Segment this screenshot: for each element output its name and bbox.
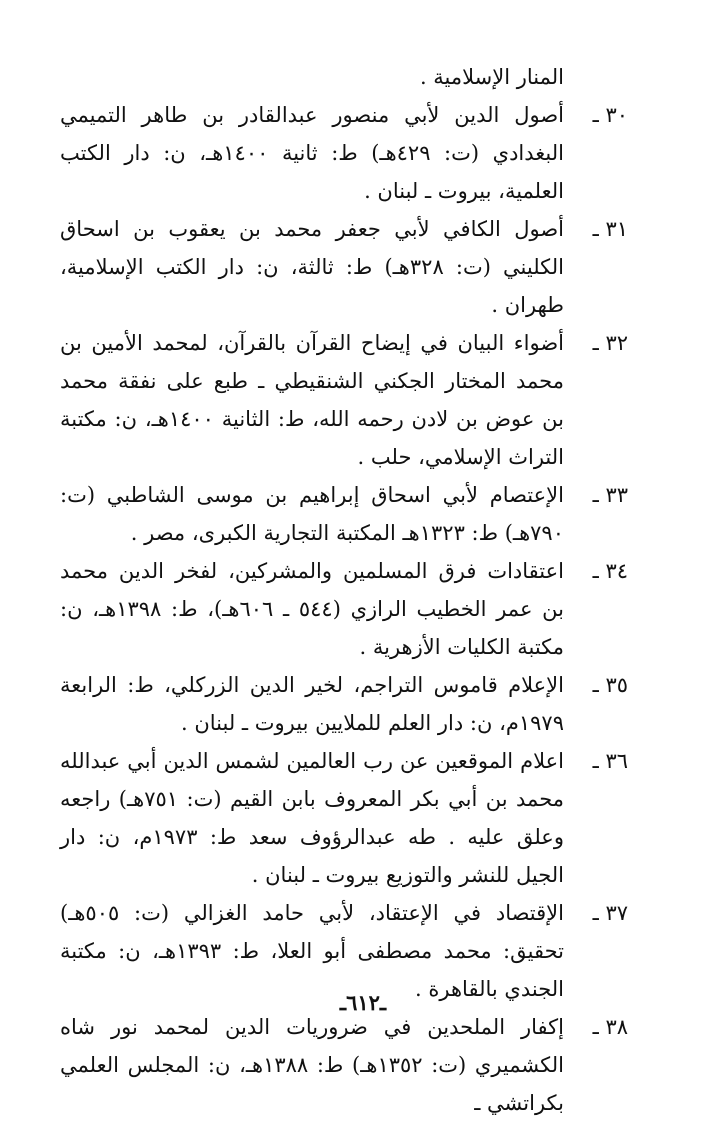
entry-text: أصول الدين لأبي منصور عبدالقادر بن طاهر التميمي البغدادي (ت: ٤٢٩هـ) ط: ثانية ١٤٠٠هـ، ن: دار الكتب العلمية، بيروت ـ لبنان . <box>60 103 564 203</box>
entry-number: ٣٣ ـ <box>592 483 628 507</box>
entry-number: ٣٧ ـ <box>592 901 628 925</box>
entry-text: الإعتصام لأبي اسحاق إبراهيم بن موسى الشاطبي (ت: ٧٩٠هـ) ط: ١٣٢٣هـ المكتبة التجارية الكبرى، مصر . <box>60 483 564 545</box>
entry-number: ٣٨ ـ <box>592 1015 628 1039</box>
entry-text: اعلام الموقعين عن رب العالمين لشمس الدين أبي عبدالله محمد بن أبي بكر المعروف بابن القيم (ت: ٧٥١هـ) راجعه وعلق عليه . طه عبدالرؤوف سعد ط: ١٩٧٣م، ن: دار الجيل للنشر والتوزيع بيروت ـ لبنان . <box>60 749 564 887</box>
bibliography-list <box>60 96 626 1122</box>
entry-number: ٣٤ ـ <box>592 559 628 583</box>
entry-text: إكفار الملحدين في ضروريات الدين لمحمد نور شاه الكشميري (ت: ١٣٥٢هـ) ط: ١٣٨٨هـ، ن: المجلس العلمي بكراتشي ـ <box>60 1015 564 1115</box>
entry-text: أضواء البيان في إيضاح القرآن بالقرآن، لمحمد الأمين بن محمد المختار الجكني الشنقيطي ـ طبع على نفقة محمد بن عوض بن لادن رحمه الله، ط: الثانية ١٤٠٠هـ، ن: مكتبة التراث الإسلامي، حلب . <box>60 331 564 469</box>
bibliography-entry <box>60 742 626 894</box>
entry-number: ٣٦ ـ <box>592 749 628 773</box>
entry-text: الإقتصاد في الإعتقاد، لأبي حامد الغزالي (ت: ٥٠٥هـ) تحقيق: محمد مصطفى أبو العلا، ط: ١٣٩٣هـ، ن: مكتبة الجندي بالقاهرة . <box>60 901 564 1001</box>
page-number: ـ٦١٢ـ <box>339 990 387 1015</box>
entry-text: اعتقادات فرق المسلمين والمشركين، لفخر الدين محمد بن عمر الخطيب الرازي (٥٤٤ ـ ٦٠٦هـ)، ط: ١٣٩٨هـ، ن: مكتبة الكليات الأزهرية . <box>60 559 565 659</box>
bibliography-entry <box>60 666 626 742</box>
bibliography-entry <box>60 476 626 552</box>
entry-number: ٣٥ ـ <box>592 673 628 697</box>
entry-text: أصول الكافي لأبي جعفر محمد بن يعقوب بن اسحاق الكليني (ت: ٣٢٨هـ) ط: ثالثة، ن: دار الكتب الإسلامية، طهران . <box>60 217 564 317</box>
entry-text: الإعلام قاموس التراجم، لخير الدين الزركلي، ط: الرابعة ١٩٧٩م، ن: دار العلم للملايين بيروت ـ لبنان . <box>60 673 564 735</box>
bibliography-entry <box>60 210 626 324</box>
bibliography-entry <box>60 96 626 210</box>
entry-number: ٣٢ ـ <box>592 331 628 355</box>
continued-entry-text: المنار الإسلامية . <box>419 65 564 89</box>
entry-number: ٣٠ ـ <box>592 103 628 127</box>
bibliography-entry <box>60 324 626 476</box>
bibliography-entry <box>60 1008 626 1122</box>
bibliography-entry <box>60 552 626 666</box>
entry-number: ٣١ ـ <box>592 217 628 241</box>
